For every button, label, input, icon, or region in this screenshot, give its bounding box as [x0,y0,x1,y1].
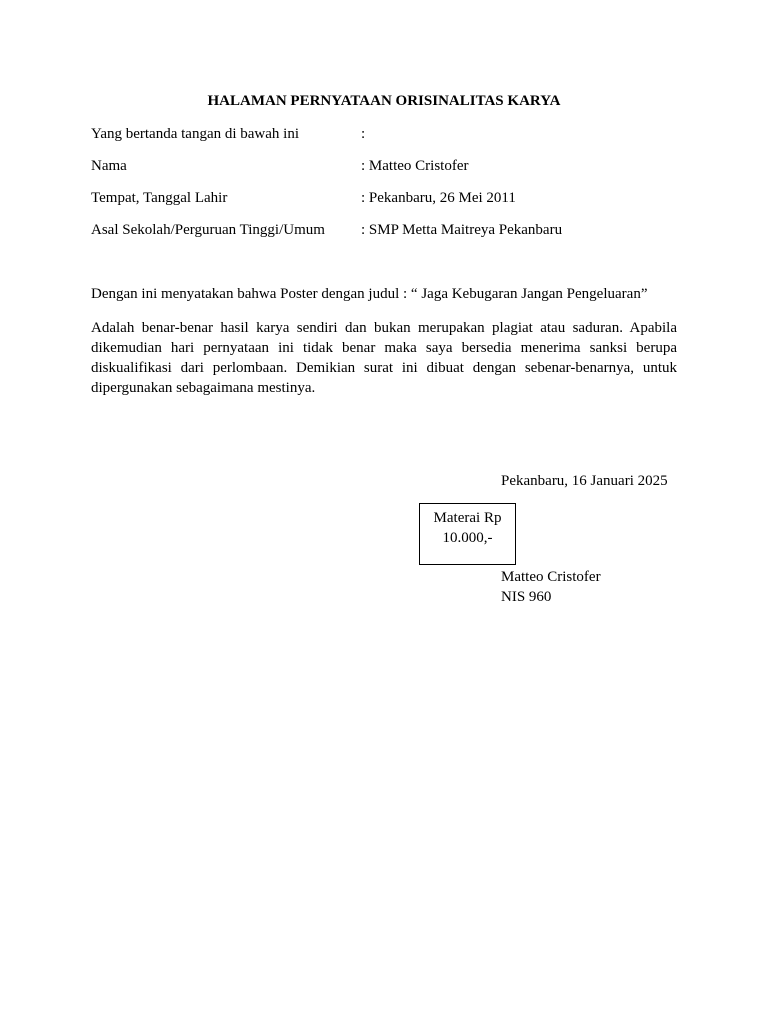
stamp-line-1: Materai Rp [433,510,502,526]
field-value-name: : Matteo Cristofer [361,158,469,174]
field-label-undersigned: Yang bertanda tangan di bawah ini [91,126,300,142]
stamp-line-2: 10.000,- [442,530,493,546]
document-title: HALAMAN PERNYATAAN ORISINALITAS KARYA [207,93,561,109]
field-value-school: : SMP Metta Maitreya Pekanbaru [361,222,563,238]
signature-place-date: Pekanbaru, 16 Januari 2025 [501,473,668,489]
field-label-birth: Tempat, Tanggal Lahir [91,190,228,206]
field-value-undersigned: : [361,126,366,142]
statement-line: Dengan ini menyatakan bahwa Poster dengan judul : “ Jaga Kebugaran Jangan Pengeluaran” [91,286,648,302]
field-label-school: Asal Sekolah/Perguruan Tinggi/Umum [91,222,325,238]
signer-name: Matteo Cristofer [501,569,601,585]
signer-nis: NIS 960 [501,589,552,605]
declaration-paragraph: Adalah benar-benar hasil karya sendiri dan bukan merupakan plagiat atau saduran. Apabila dikemudian hari pernyataan ini tidak benar maka saya bersedia menerima sanksi berupa diskualifikasi dari perlombaan. Demikian surat ini dibuat dengan sebenar-benarnya, untuk dipergunakan sebagaimana mestinya. [91,320,677,396]
stamp-box [419,503,516,565]
field-label-name: Nama [91,158,127,174]
field-value-birth: : Pekanbaru, 26 Mei 2011 [361,190,516,206]
